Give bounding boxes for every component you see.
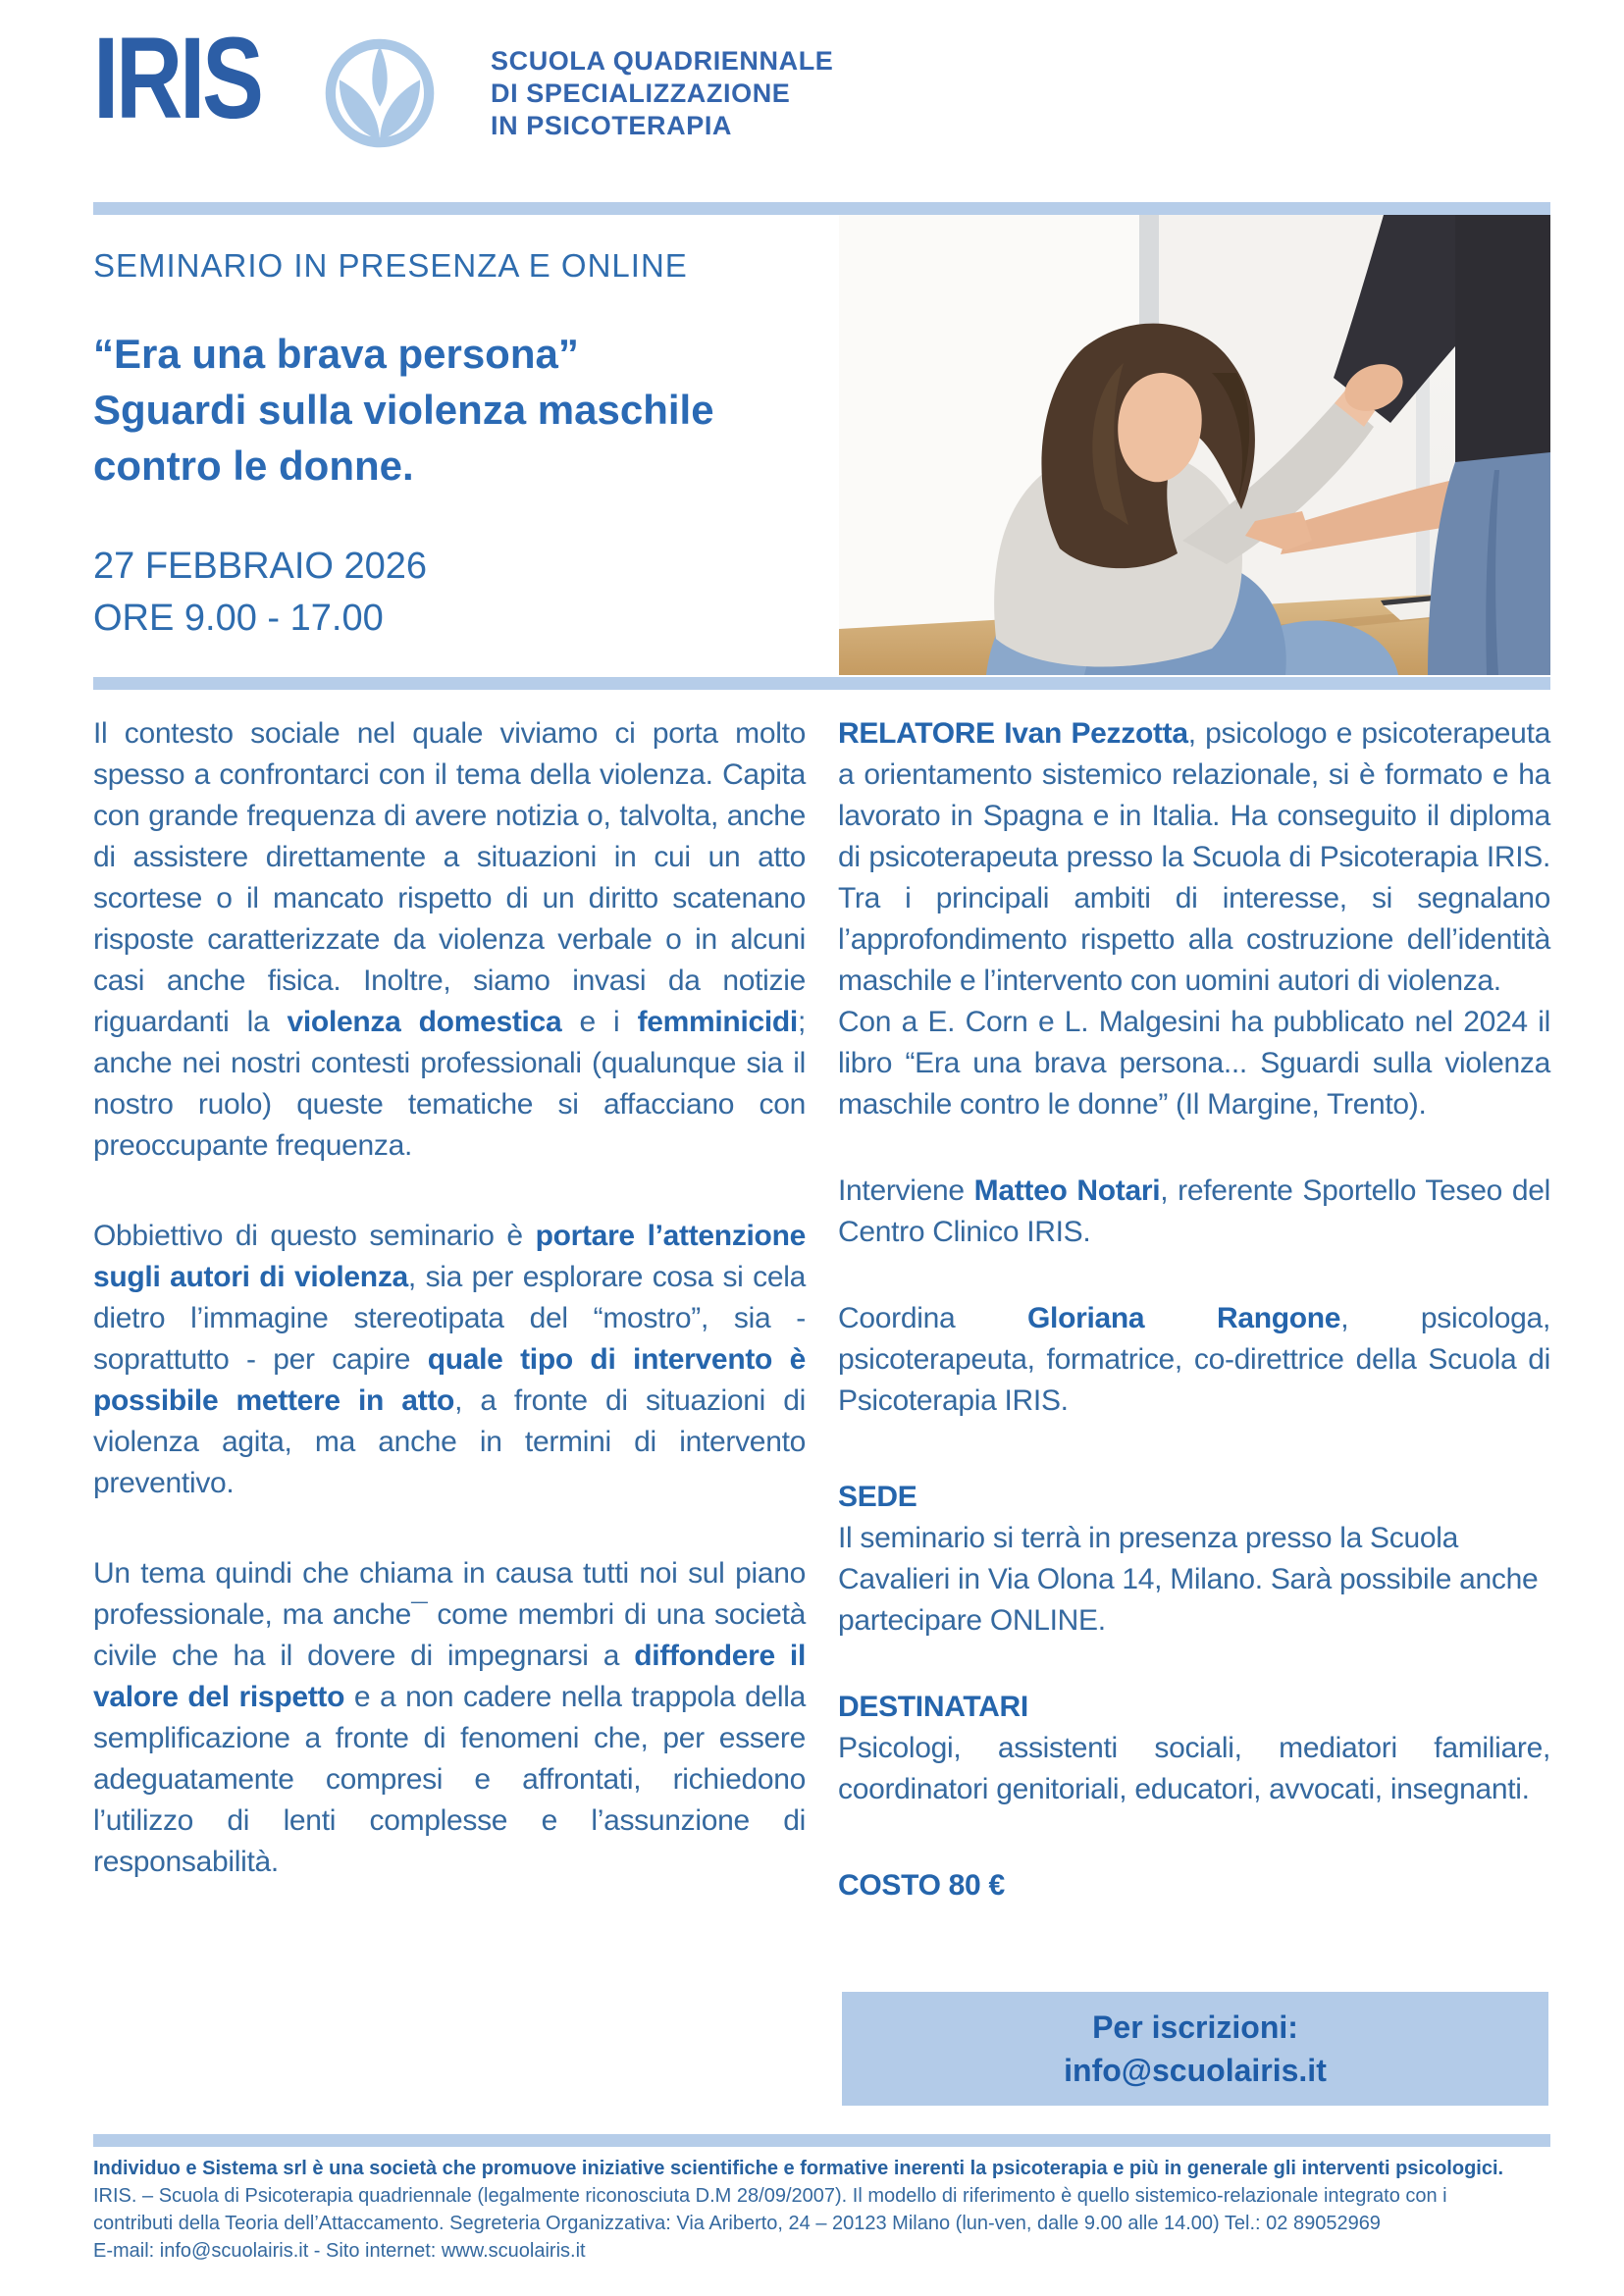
seminar-title-line: “Era una brava persona” (93, 331, 579, 377)
footer-contacts-line[interactable]: E-mail: info@scuolairis.it - Sito internet: www.scuolairis.it (93, 2240, 586, 2262)
seminar-title-line: contro le donne. (93, 443, 414, 489)
seminar-kicker: SEMINARIO IN PRESENZA E ONLINE (93, 247, 688, 284)
divider-bar-middle (93, 677, 1550, 690)
iris-logo-wordmark: IRIS (93, 14, 261, 143)
enrollment-label: Per iscrizioni: (1092, 2009, 1298, 2045)
intro-paragraph: Il contesto sociale nel quale viviamo ci porta molto spesso a confrontarci con il tema della violenza. Capita con grande frequenza di avere notizia o, talvolta, anche di assistere direttamente a situazioni in cui un atto scortese o il mancato rispetto di un diritto scatenano risposte caratterizzate da violenza verbale o in alcuni casi anche fisica. Inoltre, siamo invasi da notizie riguardanti la violenza domestica e i femminicidi; anche nei nostri contesti professionali (qualunque sia il nostro ruolo) queste tematiche si affacciano con preoccupante frequenza. (93, 717, 807, 1162)
footer (93, 2155, 1604, 2265)
sede-heading: SEDE (838, 1481, 917, 1513)
school-name (491, 45, 833, 142)
objective-paragraph: Obbiettivo di questo seminario è portare l’attenzione sugli autori di violenza, sia per esplorare cosa si cela dietro l’immagine stereotipata del “mostro”, sia - soprattutto - per capire quale tipo di intervento è possibile mettere in atto, a fronte di situazioni di violenza agita, ma anche in termini di intervento preventivo. (93, 1220, 806, 1499)
right-column (838, 713, 1550, 1906)
photo-illustration (839, 215, 1550, 675)
destinatari-heading: DESTINATARI (838, 1691, 1028, 1723)
school-name-line: IN PSICOTERAPIA (491, 111, 733, 140)
enrollment-email-link[interactable]: info@scuolairis.it (1064, 2053, 1327, 2088)
speaker-paragraph: RELATORE Ivan Pezzotta, psicologo e psicoterapeuta a orientamento sistemico relazionale, si è formato e ha lavorato in Spagna e in Italia. Ha conseguito il diploma di psicoterapeuta presso la Scuola di Psicoterapia IRIS. Tra i principali ambiti di interesse, si segnalano l’approfondimento rispetto alla costruzione dell’identità maschile e l’intervento con uomini autori di violenza. (838, 717, 1550, 997)
seminar-photo (839, 215, 1550, 675)
footer-address-line: contributi della Teoria dell’Attaccamento. Segreteria Organizzativa: Via Ariberto, 24 – 20123 Milano (lun-ven, dalle 9.00 alle 14.00) Tel.: 02 89052969 (93, 2213, 1381, 2234)
school-name-line: DI SPECIALIZZAZIONE (491, 78, 791, 108)
publication-paragraph: Con a E. Corn e L. Malgesini ha pubblicato nel 2024 il libro “Era una brava persona... Sguardi sulla violenza maschile contro le donne” (Il Margine, Trento). (838, 1006, 1550, 1121)
destinatari-paragraph: Psicologi, assistenti sociali, mediatori familiare, coordinatori genitoriali, educatori, avvocati, insegnanti. (838, 1732, 1550, 1805)
enrollment-box (842, 1992, 1548, 2106)
hero-text (93, 247, 839, 645)
seminar-date: 27 FEBBRAIO 2026 (93, 546, 428, 587)
divider-bar-footer (93, 2134, 1550, 2147)
interviene-paragraph: Interviene Matteo Notari, referente Sportello Teseo del Centro Clinico IRIS. (838, 1174, 1550, 1248)
costo-block (838, 1865, 1550, 1906)
seminar-datetime (93, 541, 839, 645)
seminar-time: ORE 9.00 - 17.00 (93, 598, 384, 639)
destinatari-block (838, 1687, 1550, 1810)
divider-bar-top (93, 202, 1550, 215)
footer-school-line: IRIS. – Scuola di Psicoterapia quadriennale (legalmente riconosciuta D.M 28/09/2007). Il modello di riferimento è quello sistemico-relazionale integrato con i (93, 2185, 1447, 2207)
school-name-line: SCUOLA QUADRIENNALE (491, 46, 834, 76)
iris-flower-icon (324, 37, 436, 149)
seminar-title (93, 326, 839, 494)
body-columns (93, 713, 1550, 1906)
sede-paragraph: Il seminario si terrà in presenza presso la Scuola Cavalieri in Via Olona 14, Milano. Sarà possibile anche partecipare ONLINE. (838, 1522, 1539, 1637)
sede-block (838, 1477, 1550, 1642)
left-column (93, 713, 806, 1906)
theme-paragraph: Un tema quindi che chiama in causa tutti noi sul piano professionale, ma anche¯ come membri di una società civile che ha il dovere di impegnarsi a diffondere il valore del rispetto e a non cadere nella trappola della semplificazione a fronte di fenomeni che, per essere adeguatamente compresi e affrontati, richiedono l’utilizzo di lenti complesse e l’assunzione di responsabilità. (93, 1557, 807, 1878)
seminar-title-line: Sguardi sulla violenza maschile (93, 387, 714, 433)
footer-company-line: Individuo e Sistema srl è una società che promuove iniziative scientifiche e formative inerenti la psicoterapia e più in generale gli interventi psicologici. (93, 2158, 1504, 2179)
coordina-paragraph: Coordina Gloriana Rangone, psicologa, psicoterapeuta, formatrice, co-direttrice della Scuola di Psicoterapia IRIS. (838, 1302, 1550, 1417)
costo-heading: COSTO 80 € (838, 1869, 1005, 1902)
